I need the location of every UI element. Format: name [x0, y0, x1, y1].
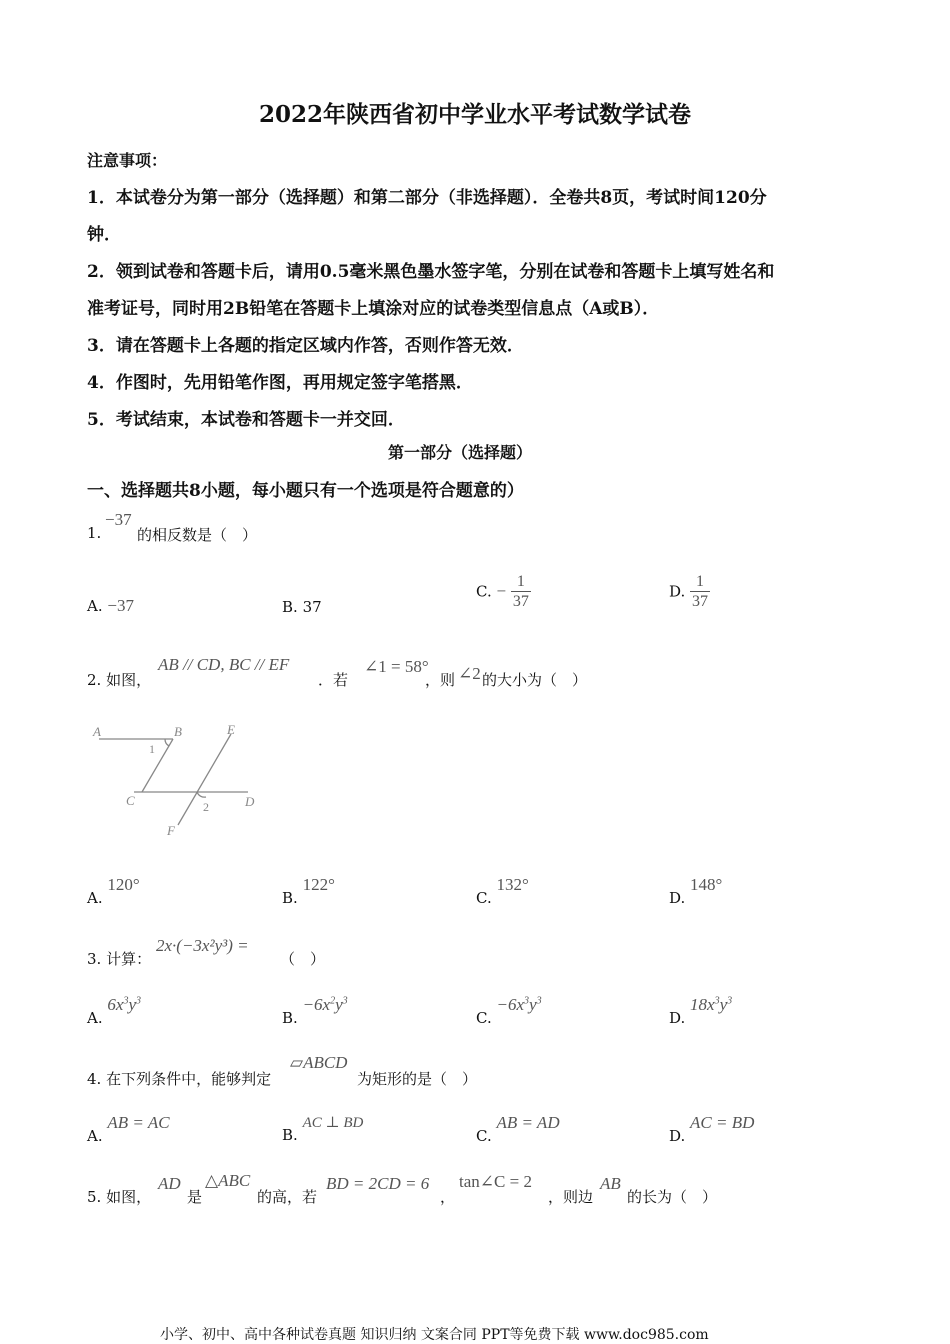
exp: 3: [714, 995, 720, 1007]
option-value: 148°: [690, 875, 723, 894]
exp: 3: [342, 995, 348, 1007]
question-1-text: 的相反数是（ ）: [137, 526, 258, 544]
label-a: A: [93, 724, 101, 739]
option-value: AB = AD: [496, 1113, 560, 1132]
question-5-t5: 的长为（ ）: [627, 1188, 718, 1206]
option-label: D.: [669, 582, 686, 601]
notice-item-1-cont: 钟．: [87, 225, 121, 245]
q2-option-a: [87, 875, 140, 907]
option-label: C.: [476, 889, 492, 907]
label-b: B: [174, 724, 182, 739]
question-5-t1: 是: [187, 1188, 203, 1206]
part1-heading: 第一部分（选择题）: [388, 443, 533, 462]
question-5-e5: AB: [600, 1174, 621, 1193]
exp: 2: [330, 995, 336, 1007]
option-label: B.: [282, 598, 298, 616]
q2-option-d: [669, 875, 723, 907]
option-value: 132°: [496, 875, 529, 894]
q4-option-c: [476, 1113, 560, 1145]
question-5-t3: ，: [440, 1188, 456, 1206]
denominator: 37: [512, 593, 529, 610]
coef: −6x: [496, 995, 525, 1014]
q4-option-b: [282, 1113, 364, 1144]
section1-heading: 一、选择题共8小题，每小题只有一个选项是符合题意的）: [87, 481, 524, 501]
denominator: 37: [692, 593, 709, 610]
exp: 3: [536, 995, 542, 1007]
question-1-expr: −37: [105, 510, 132, 529]
numerator: 1: [696, 573, 705, 590]
question-3-number: 3. 计算：: [87, 950, 152, 968]
coef: 18x: [690, 995, 715, 1014]
angle-1-arc: [165, 739, 169, 746]
exp: 3: [135, 995, 141, 1007]
var: y: [128, 995, 136, 1014]
option-label: D.: [669, 1009, 686, 1027]
q1-option-d: [669, 572, 710, 611]
question-5-e4: tan∠C = 2: [459, 1172, 532, 1191]
question-2-cond: ∠1 = 58°: [364, 657, 429, 676]
q1-option-b: [282, 598, 322, 616]
question-2-mid: ．若: [318, 671, 349, 689]
q4-option-a: [87, 1113, 170, 1145]
q3-option-a: [87, 995, 141, 1027]
question-5-t2: 的高，若: [257, 1188, 318, 1206]
label-d: D: [245, 794, 255, 809]
option-label: D.: [669, 1127, 686, 1145]
label-c: C: [126, 793, 135, 808]
question-2-number: 2. 如图，: [87, 671, 152, 689]
line-bc: [142, 739, 173, 792]
question-5-number: 5. 如图，: [87, 1188, 152, 1206]
option-label: C.: [476, 582, 492, 601]
question-4-text: 为矩形的是（ ）: [357, 1070, 478, 1088]
coef: 6x: [107, 995, 124, 1014]
question-2-expr: AB // CD, BC // EF: [158, 655, 290, 674]
fraction: [690, 572, 710, 611]
option-label: C.: [476, 1009, 492, 1027]
q4-option-d: [669, 1113, 755, 1145]
option-value: AC = BD: [690, 1113, 755, 1132]
question-5-e3: BD = 2CD = 6: [326, 1174, 430, 1193]
fraction: [511, 572, 531, 611]
question-2-figure: [85, 720, 270, 840]
q1-option-c: [476, 572, 531, 611]
numerator: 1: [516, 573, 525, 590]
question-3-text: （ ）: [280, 950, 326, 968]
option-label: B.: [282, 889, 298, 907]
question-2-target: ∠2: [458, 664, 481, 683]
option-value: 37: [302, 598, 322, 616]
page-title: 2022年陕西省初中学业水平考试数学试卷: [258, 101, 691, 128]
angle-2-arc: [197, 792, 206, 797]
var: y: [529, 995, 537, 1014]
exp: 3: [524, 995, 530, 1007]
question-1-number: 1.: [87, 524, 102, 542]
option-label: B.: [282, 1126, 298, 1144]
question-4-number: 4. 在下列条件中，能够判定: [87, 1070, 272, 1088]
exp: 3: [123, 995, 129, 1007]
q2-option-b: [282, 875, 335, 907]
question-5-e2: △ABC: [205, 1171, 251, 1190]
q3-option-c: [476, 995, 542, 1027]
exp: 3: [727, 995, 733, 1007]
q3-option-b: [282, 995, 348, 1027]
q2-option-c: [476, 875, 529, 907]
var: y: [719, 995, 728, 1014]
question-1: [87, 524, 101, 542]
option-value: AC ⊥ BD: [302, 1115, 364, 1131]
label-e: E: [227, 722, 235, 737]
option-label: A.: [87, 889, 103, 907]
question-2-mid2: ，则: [425, 671, 456, 689]
option-label: A.: [87, 597, 103, 615]
option-label: D.: [669, 889, 686, 907]
option-value: AB = AC: [107, 1113, 170, 1132]
notice-item-5: 5．考试结束，本试卷和答题卡一并交回．: [87, 410, 405, 430]
notice-item-4: 4．作图时，先用铅笔作图，再用规定签字笔搭黑．: [87, 373, 473, 393]
var: y: [335, 995, 343, 1014]
option-value: 120°: [107, 875, 140, 894]
q3-option-d: [669, 995, 733, 1027]
option-label: C.: [476, 1127, 492, 1145]
label-f: F: [167, 823, 175, 838]
notice-item-2-cont: 准考证号，同时用2B铅笔在答题卡上填涂对应的试卷类型信息点（A或B）．: [87, 299, 660, 319]
question-4-expr: ▱ABCD: [290, 1053, 348, 1072]
option-label: A.: [87, 1009, 103, 1027]
notice-heading: 注意事项：: [87, 151, 168, 170]
page-footer: 小学、初中、高中各种试卷真题 知识归纳 文案合同 PPT等免费下载 www.doc985.com: [160, 1327, 709, 1343]
notice-item-1: 1．本试卷分为第一部分（选择题）和第二部分（非选择题）．全卷共8页，考试时间120分: [87, 188, 767, 208]
question-3-expr: 2x·(−3x²y³) =: [156, 936, 249, 955]
q1-option-a: [87, 596, 134, 616]
option-label: B.: [282, 1009, 298, 1027]
option-label: A.: [87, 1127, 103, 1145]
question-5-t4: ，则边: [548, 1188, 594, 1206]
notice-item-2: 2．领到试卷和答题卡后，请用0.5毫米黑色墨水签字笔，分别在试卷和答题卡上填写姓名和: [87, 262, 775, 282]
label-angle-1: 1: [149, 742, 155, 756]
question-2-text: 的大小为（ ）: [482, 671, 588, 689]
option-value: 122°: [302, 875, 335, 894]
option-sign: −: [496, 581, 507, 601]
notice-item-3: 3．请在答题卡上各题的指定区域内作答，否则作答无效．: [87, 336, 524, 356]
question-5-e1: AD: [158, 1174, 181, 1193]
label-angle-2: 2: [203, 800, 209, 814]
option-value: −37: [107, 596, 134, 615]
coef: −6x: [302, 995, 331, 1014]
